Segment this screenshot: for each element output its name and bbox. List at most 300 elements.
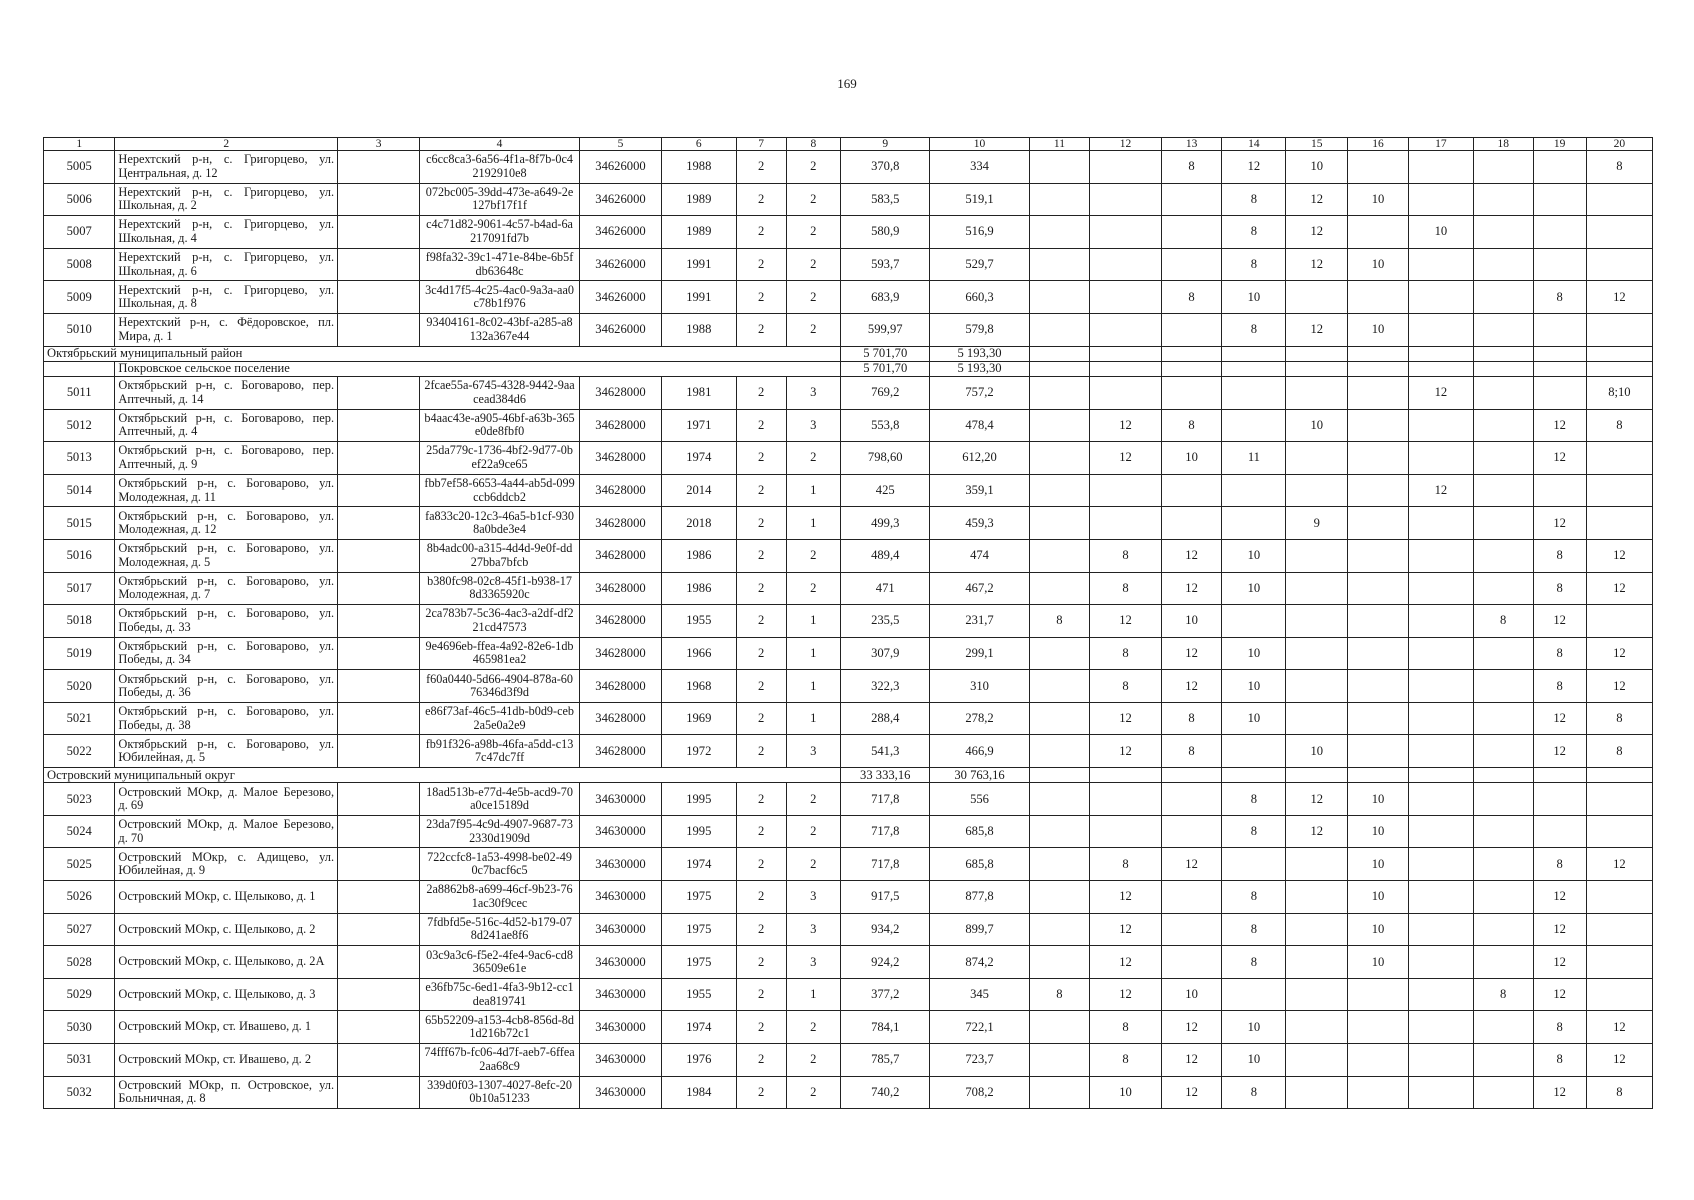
- build-year: 1986: [662, 572, 737, 605]
- col-13: 8: [1161, 409, 1222, 442]
- col-19: 12: [1533, 1076, 1586, 1109]
- col-19: [1533, 376, 1586, 409]
- col-20: 8: [1586, 409, 1652, 442]
- col-7: 2: [736, 1044, 786, 1077]
- living-area: 685,8: [930, 848, 1029, 881]
- col-13: [1161, 815, 1222, 848]
- row-number: 5030: [44, 1011, 115, 1044]
- col-12: 12: [1090, 735, 1161, 768]
- col-3: [338, 216, 420, 249]
- object-uuid: 65b52209-a153-4cb8-856d-8d1d216b72c1: [420, 1011, 580, 1044]
- col-15: [1286, 376, 1348, 409]
- total-area: 288,4: [840, 702, 930, 735]
- row-number: 5032: [44, 1076, 115, 1109]
- column-number-3: 3: [338, 138, 420, 151]
- col-8: 3: [786, 946, 840, 979]
- row-number: 5024: [44, 815, 115, 848]
- col-13: [1161, 474, 1222, 507]
- table-row: [44, 313, 1653, 346]
- col-20: 12: [1586, 281, 1652, 314]
- col-14: 10: [1222, 539, 1286, 572]
- col-14: 8: [1222, 913, 1286, 946]
- row-number: 5018: [44, 605, 115, 638]
- section-empty-cell: [1286, 346, 1348, 361]
- col-17: [1408, 637, 1473, 670]
- living-area: 899,7: [930, 913, 1029, 946]
- living-area: 334: [930, 151, 1029, 184]
- column-number-5: 5: [579, 138, 661, 151]
- col-3: [338, 183, 420, 216]
- col-17: [1408, 313, 1473, 346]
- col-15: 12: [1286, 183, 1348, 216]
- oktmo-code: 34630000: [579, 783, 661, 816]
- oktmo-code: 34628000: [579, 572, 661, 605]
- address: Островский МОкр, ст. Ивашево, д. 2: [115, 1044, 338, 1077]
- col-7: 2: [736, 881, 786, 914]
- col-8: 2: [786, 848, 840, 881]
- col-20: 12: [1586, 637, 1652, 670]
- section-empty-cell: [1090, 346, 1161, 361]
- col-20: 12: [1586, 1044, 1652, 1077]
- col-17: [1408, 248, 1473, 281]
- build-year: 1986: [662, 539, 737, 572]
- col-15: 12: [1286, 313, 1348, 346]
- col-17: [1408, 670, 1473, 703]
- build-year: 1995: [662, 815, 737, 848]
- col-16: [1348, 637, 1409, 670]
- col-20: [1586, 183, 1652, 216]
- col-15: 10: [1286, 151, 1348, 184]
- col-8: 2: [786, 216, 840, 249]
- col-19: [1533, 151, 1586, 184]
- address: Октябрьский р-н, с. Боговарово, ул. Победы, д. 33: [115, 605, 338, 638]
- address: Нерехтский р-н, с. Григорцево, ул. Школьная, д. 8: [115, 281, 338, 314]
- table-row: [44, 783, 1653, 816]
- col-16: [1348, 507, 1409, 540]
- col-18: [1473, 409, 1533, 442]
- oktmo-code: 34628000: [579, 670, 661, 703]
- col-8: 3: [786, 735, 840, 768]
- col-18: [1473, 442, 1533, 475]
- object-uuid: 25da779c-1736-4bf2-9d77-0bef22a9ce65: [420, 442, 580, 475]
- object-uuid: 339d0f03-1307-4027-8efc-200b10a51233: [420, 1076, 580, 1109]
- col-3: [338, 281, 420, 314]
- address: Островский МОкр, с. Щелыково, д. 3: [115, 978, 338, 1011]
- col-13: 12: [1161, 1044, 1222, 1077]
- address: Нерехтский р-н, с. Фёдоровское, пл. Мира, д. 1: [115, 313, 338, 346]
- col-8: 2: [786, 572, 840, 605]
- table-row: [44, 1044, 1653, 1077]
- section-indent-cell: [44, 361, 115, 376]
- table-body: [44, 138, 1653, 1109]
- col-14: 10: [1222, 702, 1286, 735]
- build-year: 1991: [662, 248, 737, 281]
- col-8: 3: [786, 376, 840, 409]
- row-number: 5010: [44, 313, 115, 346]
- col-18: [1473, 848, 1533, 881]
- address: Островский МОкр, д. Малое Березово, д. 70: [115, 815, 338, 848]
- section-living-area: 30 763,16: [930, 768, 1029, 783]
- col-18: [1473, 1044, 1533, 1077]
- oktmo-code: 34626000: [579, 151, 661, 184]
- col-17: [1408, 151, 1473, 184]
- address: Октябрьский р-н, с. Боговарово, ул. Победы, д. 34: [115, 637, 338, 670]
- col-12: 12: [1090, 409, 1161, 442]
- col-12: 8: [1090, 572, 1161, 605]
- oktmo-code: 34628000: [579, 539, 661, 572]
- col-15: [1286, 881, 1348, 914]
- section-empty-cell: [1408, 361, 1473, 376]
- col-3: [338, 507, 420, 540]
- col-16: [1348, 216, 1409, 249]
- section-empty-cell: [1286, 361, 1348, 376]
- col-16: [1348, 978, 1409, 1011]
- col-7: 2: [736, 702, 786, 735]
- col-12: [1090, 313, 1161, 346]
- col-8: 2: [786, 815, 840, 848]
- oktmo-code: 34626000: [579, 281, 661, 314]
- col-13: 12: [1161, 670, 1222, 703]
- col-3: [338, 637, 420, 670]
- object-uuid: f98fa32-39c1-471e-84be-6b5fdb63648c: [420, 248, 580, 281]
- col-15: [1286, 474, 1348, 507]
- col-15: 9: [1286, 507, 1348, 540]
- oktmo-code: 34630000: [579, 881, 661, 914]
- address: Островский МОкр, с. Щелыково, д. 2: [115, 913, 338, 946]
- address: Нерехтский р-н, с. Григорцево, ул. Центральная, д. 12: [115, 151, 338, 184]
- row-number: 5022: [44, 735, 115, 768]
- col-13: 8: [1161, 735, 1222, 768]
- col-11: [1029, 848, 1090, 881]
- object-uuid: fa833c20-12c3-46a5-b1cf-9308a0bde3e4: [420, 507, 580, 540]
- col-19: [1533, 474, 1586, 507]
- col-3: [338, 474, 420, 507]
- col-14: [1222, 507, 1286, 540]
- col-7: 2: [736, 637, 786, 670]
- col-13: [1161, 248, 1222, 281]
- address: Нерехтский р-н, с. Григорцево, ул. Школьная, д. 4: [115, 216, 338, 249]
- oktmo-code: 34630000: [579, 946, 661, 979]
- col-12: [1090, 474, 1161, 507]
- build-year: 1991: [662, 281, 737, 314]
- total-area: 489,4: [840, 539, 930, 572]
- col-8: 2: [786, 1076, 840, 1109]
- table-row: [44, 946, 1653, 979]
- col-13: 8: [1161, 151, 1222, 184]
- col-19: 8: [1533, 1011, 1586, 1044]
- col-15: 12: [1286, 783, 1348, 816]
- object-uuid: 072bc005-39dd-473e-a649-2e127bf17f1f: [420, 183, 580, 216]
- col-8: 3: [786, 881, 840, 914]
- section-empty-cell: [1090, 768, 1161, 783]
- col-17: [1408, 539, 1473, 572]
- col-20: [1586, 507, 1652, 540]
- col-13: 12: [1161, 1076, 1222, 1109]
- col-18: [1473, 474, 1533, 507]
- col-11: [1029, 409, 1090, 442]
- col-18: [1473, 216, 1533, 249]
- col-15: [1286, 670, 1348, 703]
- section-empty-cell: [1586, 346, 1652, 361]
- col-14: [1222, 848, 1286, 881]
- col-17: [1408, 913, 1473, 946]
- section-empty-cell: [1090, 361, 1161, 376]
- col-18: [1473, 670, 1533, 703]
- col-20: [1586, 248, 1652, 281]
- col-14: 10: [1222, 670, 1286, 703]
- table-row: [44, 1076, 1653, 1109]
- col-20: 8;10: [1586, 376, 1652, 409]
- col-20: 12: [1586, 572, 1652, 605]
- col-15: 12: [1286, 248, 1348, 281]
- col-14: 10: [1222, 1011, 1286, 1044]
- col-7: 2: [736, 605, 786, 638]
- living-area: 478,4: [930, 409, 1029, 442]
- object-uuid: f60a0440-5d66-4904-878a-6076346d3f9d: [420, 670, 580, 703]
- col-12: 12: [1090, 978, 1161, 1011]
- address: Октябрьский р-н, с. Боговарово, ул. Молодежная, д. 11: [115, 474, 338, 507]
- section-empty-cell: [1533, 768, 1586, 783]
- section-empty-cell: [1533, 346, 1586, 361]
- table-row: [44, 248, 1653, 281]
- oktmo-code: 34628000: [579, 702, 661, 735]
- col-7: 2: [736, 151, 786, 184]
- column-number-12: 12: [1090, 138, 1161, 151]
- col-13: [1161, 183, 1222, 216]
- col-3: [338, 913, 420, 946]
- col-8: 1: [786, 637, 840, 670]
- table-row: [44, 1011, 1653, 1044]
- total-area: 235,5: [840, 605, 930, 638]
- total-area: 717,8: [840, 848, 930, 881]
- col-20: 8: [1586, 735, 1652, 768]
- section-row: [44, 361, 1653, 376]
- section-empty-cell: [1408, 768, 1473, 783]
- object-uuid: 03c9a3c6-f5e2-4fe4-9ac6-cd836509e61e: [420, 946, 580, 979]
- build-year: 2014: [662, 474, 737, 507]
- oktmo-code: 34626000: [579, 248, 661, 281]
- col-16: 10: [1348, 848, 1409, 881]
- row-number: 5006: [44, 183, 115, 216]
- object-uuid: fb91f326-a98b-46fa-a5dd-c137c47dc7ff: [420, 735, 580, 768]
- column-number-9: 9: [840, 138, 930, 151]
- total-area: 580,9: [840, 216, 930, 249]
- oktmo-code: 34628000: [579, 442, 661, 475]
- col-11: [1029, 539, 1090, 572]
- address: Островский МОкр, д. Малое Березово, д. 69: [115, 783, 338, 816]
- col-19: [1533, 216, 1586, 249]
- table-row: [44, 670, 1653, 703]
- col-8: 1: [786, 507, 840, 540]
- col-12: [1090, 815, 1161, 848]
- col-16: 10: [1348, 783, 1409, 816]
- object-uuid: c4c71d82-9061-4c57-b4ad-6a217091fd7b: [420, 216, 580, 249]
- section-empty-cell: [1161, 346, 1222, 361]
- col-7: 2: [736, 978, 786, 1011]
- col-16: [1348, 702, 1409, 735]
- section-empty-cell: [1586, 361, 1652, 376]
- col-11: [1029, 637, 1090, 670]
- col-12: 12: [1090, 913, 1161, 946]
- col-12: 8: [1090, 848, 1161, 881]
- col-7: 2: [736, 572, 786, 605]
- col-14: [1222, 978, 1286, 1011]
- col-11: [1029, 1076, 1090, 1109]
- col-17: [1408, 572, 1473, 605]
- col-14: 8: [1222, 216, 1286, 249]
- section-total-area: 5 701,70: [840, 361, 930, 376]
- col-13: [1161, 946, 1222, 979]
- address: Октябрьский р-н, с. Боговарово, пер. Аптечный, д. 9: [115, 442, 338, 475]
- section-empty-cell: [1473, 768, 1533, 783]
- living-area: 459,3: [930, 507, 1029, 540]
- column-number-2: 2: [115, 138, 338, 151]
- col-13: [1161, 216, 1222, 249]
- col-19: 12: [1533, 913, 1586, 946]
- col-7: 2: [736, 409, 786, 442]
- section-row: [44, 768, 1653, 783]
- table-row: [44, 605, 1653, 638]
- col-8: 3: [786, 913, 840, 946]
- housing-register-table: [43, 137, 1653, 1109]
- col-14: 8: [1222, 946, 1286, 979]
- col-13: [1161, 507, 1222, 540]
- col-18: [1473, 1076, 1533, 1109]
- col-11: [1029, 881, 1090, 914]
- build-year: 1975: [662, 913, 737, 946]
- object-uuid: 2a8862b8-a699-46cf-9b23-761ac30f9cec: [420, 881, 580, 914]
- row-number: 5031: [44, 1044, 115, 1077]
- col-11: [1029, 783, 1090, 816]
- col-19: 8: [1533, 539, 1586, 572]
- column-number-20: 20: [1586, 138, 1652, 151]
- col-16: [1348, 376, 1409, 409]
- col-17: [1408, 1076, 1473, 1109]
- col-19: 12: [1533, 702, 1586, 735]
- oktmo-code: 34626000: [579, 216, 661, 249]
- oktmo-code: 34626000: [579, 313, 661, 346]
- col-19: 12: [1533, 605, 1586, 638]
- oktmo-code: 34626000: [579, 183, 661, 216]
- col-15: [1286, 978, 1348, 1011]
- row-number: 5017: [44, 572, 115, 605]
- col-14: [1222, 605, 1286, 638]
- object-uuid: 8b4adc00-a315-4d4d-9e0f-dd27bba7bfcb: [420, 539, 580, 572]
- col-19: 8: [1533, 637, 1586, 670]
- col-15: [1286, 702, 1348, 735]
- oktmo-code: 34628000: [579, 605, 661, 638]
- col-16: [1348, 670, 1409, 703]
- col-8: 2: [786, 281, 840, 314]
- col-12: 8: [1090, 539, 1161, 572]
- total-area: 740,2: [840, 1076, 930, 1109]
- col-3: [338, 151, 420, 184]
- col-12: [1090, 216, 1161, 249]
- oktmo-code: 34628000: [579, 637, 661, 670]
- col-12: 12: [1090, 605, 1161, 638]
- col-3: [338, 376, 420, 409]
- object-uuid: 2fcae55a-6745-4328-9442-9aacead384d6: [420, 376, 580, 409]
- col-16: [1348, 539, 1409, 572]
- build-year: 1995: [662, 783, 737, 816]
- row-number: 5021: [44, 702, 115, 735]
- col-19: 12: [1533, 881, 1586, 914]
- living-area: 466,9: [930, 735, 1029, 768]
- object-uuid: b4aac43e-a905-46bf-a63b-365e0de8fbf0: [420, 409, 580, 442]
- living-area: 516,9: [930, 216, 1029, 249]
- table-row: [44, 913, 1653, 946]
- col-8: 2: [786, 183, 840, 216]
- col-8: 2: [786, 442, 840, 475]
- col-16: 10: [1348, 248, 1409, 281]
- col-14: 10: [1222, 637, 1286, 670]
- table-row: [44, 409, 1653, 442]
- col-11: [1029, 313, 1090, 346]
- build-year: 1974: [662, 442, 737, 475]
- column-number-7: 7: [736, 138, 786, 151]
- col-7: 2: [736, 507, 786, 540]
- col-18: [1473, 183, 1533, 216]
- col-20: [1586, 946, 1652, 979]
- build-year: 1966: [662, 637, 737, 670]
- table-row: [44, 637, 1653, 670]
- build-year: 1988: [662, 151, 737, 184]
- col-8: 2: [786, 313, 840, 346]
- table-row: [44, 881, 1653, 914]
- row-number: 5026: [44, 881, 115, 914]
- section-empty-cell: [1473, 361, 1533, 376]
- col-3: [338, 881, 420, 914]
- total-area: 322,3: [840, 670, 930, 703]
- section-total-area: 33 333,16: [840, 768, 930, 783]
- col-15: 10: [1286, 409, 1348, 442]
- col-15: 12: [1286, 216, 1348, 249]
- col-19: 12: [1533, 442, 1586, 475]
- col-11: [1029, 702, 1090, 735]
- total-area: 370,8: [840, 151, 930, 184]
- total-area: 499,3: [840, 507, 930, 540]
- row-number: 5013: [44, 442, 115, 475]
- col-20: [1586, 442, 1652, 475]
- col-13: [1161, 313, 1222, 346]
- column-number-6: 6: [662, 138, 737, 151]
- col-3: [338, 1076, 420, 1109]
- column-number-18: 18: [1473, 138, 1533, 151]
- address: Октябрьский р-н, с. Боговарово, ул. Молодежная, д. 12: [115, 507, 338, 540]
- col-14: 8: [1222, 183, 1286, 216]
- col-18: [1473, 702, 1533, 735]
- col-7: 2: [736, 670, 786, 703]
- col-3: [338, 572, 420, 605]
- col-11: [1029, 913, 1090, 946]
- col-19: 12: [1533, 735, 1586, 768]
- col-15: [1286, 442, 1348, 475]
- col-19: [1533, 313, 1586, 346]
- living-area: 723,7: [930, 1044, 1029, 1077]
- section-empty-cell: [1029, 768, 1090, 783]
- living-area: 612,20: [930, 442, 1029, 475]
- living-area: 519,1: [930, 183, 1029, 216]
- col-12: [1090, 783, 1161, 816]
- col-19: 8: [1533, 572, 1586, 605]
- col-12: 12: [1090, 442, 1161, 475]
- table-row: [44, 815, 1653, 848]
- col-11: 8: [1029, 605, 1090, 638]
- col-15: [1286, 572, 1348, 605]
- living-area: 660,3: [930, 281, 1029, 314]
- address: Островский МОкр, ст. Ивашево, д. 1: [115, 1011, 338, 1044]
- living-area: 757,2: [930, 376, 1029, 409]
